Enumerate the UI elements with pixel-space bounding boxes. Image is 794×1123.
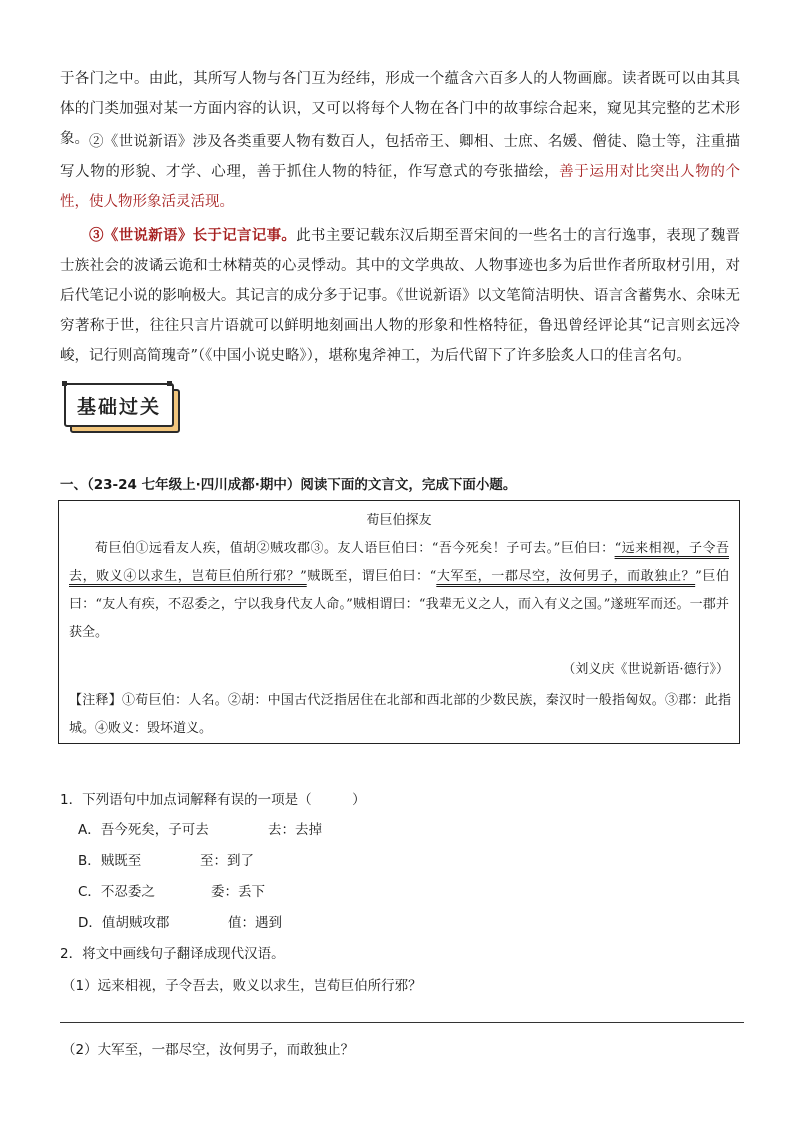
question-2-stem: 2．将文中画线句子翻译成现代汉语。 (60, 946, 285, 962)
underlined-sentence-1: “远来相视，子令吾去，败义④以求生，岂荀巨伯所行邪？” (69, 541, 729, 584)
badge-label: 基础过关 (64, 383, 174, 427)
intro-paragraph-2 (60, 127, 740, 217)
passage-box (58, 500, 740, 744)
option-text: A．吾今死矣，子可去 (78, 822, 209, 838)
option-gloss: 至：到了 (200, 853, 254, 869)
passage-segment: 荀巨伯①远看友人疾，值胡②贼攻郡③。友人语巨伯曰：“吾今死矣！子可去。”巨伯曰： (95, 541, 615, 556)
option-gloss: 委：丢下 (211, 884, 265, 900)
option-text: C．不忍委之 (78, 884, 155, 900)
question-1-stem: 1．下列语句中加点词解释有误的一项是（ ） (60, 792, 366, 808)
underlined-sentence-2: 大军至，一郡尽空，汝何男子，而敢独止？ (436, 569, 696, 584)
option-text: B．贼既至 (78, 853, 142, 869)
option-d[interactable] (78, 911, 282, 931)
badge-corner-dot (167, 381, 172, 386)
intro-paragraph-3-highlight: ③《世说新语》长于记言记事。 (89, 227, 297, 244)
passage-title: 荀巨伯探友 (366, 513, 432, 528)
option-gloss: 去：去掉 (268, 822, 322, 838)
intro-paragraph-2-highlight: 善于运用对比突出人物的个性，使人物形象活灵活现。 (60, 164, 740, 210)
passage-notes: 【注释】①荀巨伯：人名。②胡：中国古代泛指居住在北部和西北部的少数民族，秦汉时一般指匈奴。③郡：此指城。④败义：毁坏道义。 (69, 693, 731, 736)
intro-paragraph-2-text: ②《世说新语》涉及各类重要人物有数百人，包括帝王、卿相、士庶、名媛、僧徒、隐士等，注重描写人物的形貌、才学、心理，善于抓住人物的特征，作写意式的夸张描绘， (60, 134, 740, 180)
answer-line[interactable] (60, 1022, 744, 1023)
translate-sentence-2: （2）大军至，一郡尽空，汝何男子，而敢独止？ (62, 1042, 355, 1058)
intro-paragraph-1: 于各门之中。由此，其所写人物与各门互为经纬，形成一个蕴含六百多人的人物画廊。读者既可以由其具体的门类加强对某一方面内容的认识，又可以将每个人物在各门中的故事综合起来，窥见其完整的艺术形象。 (60, 71, 740, 147)
passage-segment: 贼既至，谓巨伯曰：“ (306, 569, 437, 584)
passage-text (69, 535, 729, 647)
intro-paragraph-3-text: 此书主要记载东汉后期至晋宋间的一些名士的言行逸事，表现了魏晋士族社会的波谲云诡和士林精英的心灵悸动。其中的文学典故、人物事迹也多为后世作者所取材引用，对后代笔记小说的影响极大。其记言的成分多于记事。《世说新语》以文笔简洁明快、语言含蓄隽水、余味无穷著称于世，往往只言片语就可以鲜明地刻画出人物的形象和性格特征，鲁迅曾经评论其“记言则玄远冷峻，记行则高简瑰奇”（《中国小说史略》），堪称鬼斧神工，为后代留下了许多脍炙人口的佳言名句。 (60, 228, 740, 364)
badge-corner-dot (62, 381, 67, 386)
option-a[interactable] (78, 818, 322, 838)
section-badge (64, 383, 182, 433)
option-text: D．值胡贼攻郡 (78, 915, 170, 931)
intro-paragraph-3 (60, 221, 740, 371)
passage-segment: ”巨伯曰：“友人有疾，不忍委之，宁以我身代友人命。”贼相谓曰：“我辈无义之人，而入有义之国。”遂班军而还。一郡并获全。 (69, 569, 729, 640)
option-b[interactable] (78, 849, 254, 869)
passage-source: （刘义庆《世说新语·德行》） (562, 662, 729, 677)
translate-sentence-1: （1）远来相视，子令吾去，败义以求生，岂荀巨伯所行邪？ (62, 978, 422, 994)
option-gloss: 值：遇到 (228, 915, 282, 931)
option-c[interactable] (78, 880, 265, 900)
question-heading: 一、（23-24 七年级上·四川成都·期中）阅读下面的文言文，完成下面小题。 (60, 477, 517, 493)
